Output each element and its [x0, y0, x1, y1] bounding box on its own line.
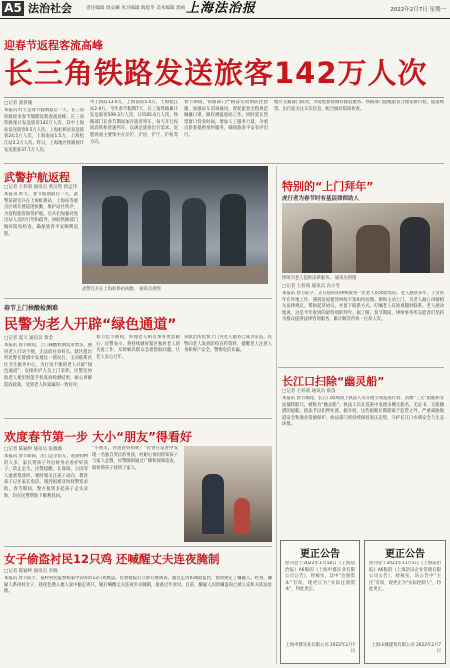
byline-name: 翟梦溪 — [18, 101, 33, 106]
wujing-headline: 武警护航返程 — [4, 171, 70, 184]
lead-kicker: 迎春节返程客流高峰 — [4, 39, 103, 52]
bridge-headline: 长江口扫除“幽灵船” — [282, 375, 385, 388]
lawyer-body: 本报讯 春节前夕，正在值班的律师接到一位老人的求助电话。老人独居多年，子女常年在外地工作，遇到房屋租赁纠纷不知如何处理。律师主动上门，为老人耐心讲解相关法律规定，帮助起草协议，并留下联系方式，叮嘱老人有困难随时联系。老人感动地说，这是今年收到的最特别的拜年。据了解，春节期间，律师事务所志愿者们坚持为群众提供法律咨询服务，累计解答咨询一百余人次。 — [282, 291, 444, 323]
lead-headline: 长三角铁路发送旅客142万人次 — [4, 56, 428, 90]
wujing-photo — [82, 166, 268, 284]
theft-body: 本报讯 春节前夕，某村村民报警称家中饲养的12只鸡被盗。民警接报后立即开展调查，通过走访和调取监控，很快锁定了嫌疑人。经查，嫌疑人系同村女子，趁夜色潜入他人家中偷走鸡只，随后喊醒丈夫连夜宰杀腌制，准备过年食用。目前，嫌疑人因涉嫌盗窃已被公安机关依法处理。 — [4, 576, 272, 595]
page-code: A5 — [2, 1, 24, 16]
theft-byline: □记者 陈颖婷 通讯员 李晓 — [4, 569, 58, 574]
lawyer-subhead: 虎行者为春节时有基层律师助人 — [282, 196, 360, 202]
bridge-body: 本报讯 春节期间，长江口海域海上执法人员开展专项巡查行动，清理“三无”船舶和非法捕捞船只，被称为“幽灵船”。执法人员在巡查中发现多艘无船名、无证书、无船籍港的船舶，依法予以扣押处置。据介绍，这些船舶长期游离于监管之外，严重威胁航道安全和渔业资源保护，执法部门将持续保持高压态势，守护长江口水域安全与生态环境。 — [282, 396, 444, 428]
masthead — [0, 0, 450, 19]
theft-headline: 女子偷盗衬民12只鸡 还喊醒丈夫连夜腌制 — [4, 552, 220, 566]
friend-byline: □记者 陈颖婷 通讯员 张薇薇 — [4, 447, 63, 452]
lead-body-col2: 中上海站13.0万，上海南站5.0万，上海松江站2.9万。今年春节假期7天，长三角铁路累计发送旅客599.3万人次，日均85.6万人次。铁路部门在春节期间加开旅客列车，每天开行夜间高铁和普速列车，以满足旅客出行需求。返程客流主要集中在京沪、沪昆、沪宁、沪杭等方向。 — [90, 100, 178, 145]
lawyer-headline: 特别的“上门拜年” — [282, 180, 374, 193]
editors-line: 责任编辑 周安澜 见习编辑 陶思冬 美术编辑 郭祯 — [86, 6, 186, 11]
byline-tag: □记者 — [4, 101, 18, 106]
elderly-kicker: 春节上门核酸检测难 — [4, 305, 59, 312]
correction-title: 更正公告 — [300, 549, 340, 560]
elderly-body: 本报讯 春节期间，上门核酸检测需求增多，独居老人行动不便，无法前往采样点。辖区派出所民警在排摸中发现这一情况后，主动联系社区卫生服务中心，为行动不便的老人开辟“绿色通道”，安排医护人员上门采样。民警还协助老人使用智能手机查询检测结果，耐心讲解防疫政策，受到老人和家属的一致好评。 — [4, 343, 92, 388]
correction-footer: 上海申郡实业有限公司 2022年2月7日 — [285, 643, 355, 654]
correction-notice-2 — [364, 540, 446, 664]
lawyer-photo — [282, 203, 444, 273]
wujing-caption: 武警官兵在上海虹桥站执勤。 通讯员供图 — [82, 287, 161, 292]
newspaper-logo: 上海法治报 — [186, 1, 257, 16]
friend-body: 本报讯 春节期间，出门走亲访友、逛街购物的人多，家长带孩子外出时务必看护好孩子，防止走失。民警提醒，在商场、公园等人流密集场所，要时刻关注孩子动向，教育孩子记住家长电话，遇到困难及时找警察求助。春节期间，警方接到多起孩子走失求助，均在民警帮助下顺利找回。 — [4, 454, 88, 499]
lawyer-byline: □记者 王梓萌 通讯员 冯小冬 — [282, 284, 341, 289]
lead-byline — [4, 100, 32, 106]
correction-notice-1 — [280, 540, 360, 664]
lead-body-col3: 春节期间，铁路部门严格落实疫情防控措施，加强站车消毒通风，督促旅客全程规范佩戴口罩，做好测温验码工作。同时延长售票窗口营业时间，增加人工服务力量，为重点旅客提供预约服务，确保旅客平安有序出行。 — [184, 100, 268, 138]
friend-quote: “小朋友，你爸爸妈妈呢？”民警在巡逻中发现一名独自哭泣的男孩，经耐心询问得知孩子与家人走散，民警随即通过广播和视频巡查，很快帮孩子找到了家人。 — [92, 446, 178, 471]
section-name: 法治社会 — [28, 2, 72, 15]
friend-headline: 欢度春节第一步 大小“朋友”得看好 — [4, 430, 192, 444]
elderly-body-2: 春节佳节期间，办理老人相关事务更需耐心。民警表示，将持续做好辖区独居老人的关爱工作，及时解决群众急难愁盼问题，让老人安心过年。 — [96, 335, 180, 360]
correction-title: 更正公告 — [385, 549, 425, 560]
elderly-byline: □记者 夏天 通讯员 黄金 — [4, 336, 54, 341]
bridge-byline: □记者 王梓萌 通讯员 蔡苗 — [282, 389, 336, 394]
lead-body-col4: 地方交通部门联动，为返程旅客做好接驳服务。铁路部门提醒旅客合理安排行程，提前购票，出行前关注车次信息，配合做好防疫检查。 — [274, 100, 444, 112]
lead-body-col1: 本报讯 昨天是春节假期最后一天，长三角铁路迎来春节假期返程客流高峰，长三角铁路预计发送旅客142万人次，其中上海站发送旅客9.5万人次，上海虹桥站发送旅客24.5万人次，上海南站1.5万，上海松江站2.2万人次。昨日，上海地区铁路预计发送旅客37.7万人次。 — [4, 108, 84, 153]
correction-body: 原刊登于2021年11月5日《上海法治报》A6版的《上海浩田企业管理有限公司公告》，经核实，该公告中“主任”有误，现更正为“实际控制人”，特此更正。 — [369, 561, 441, 593]
elderly-body-3: 该派出所民警上门为老人服务已成为常态。民警向老人发放防疫宣传资料，提醒老人注意人身和财产安全，警惕电信诈骗。 — [184, 335, 272, 354]
friend-photo — [184, 446, 272, 542]
issue-date: 2022年2月7日 星期一 — [390, 7, 446, 13]
lawyer-caption: 律师为老人提供法律服务。 通讯员供图 — [282, 276, 357, 281]
wujing-byline: □记者 王梓萌 通讯员 黄汉然 郭孟伟 — [4, 185, 77, 190]
elderly-headline: 民警为老人开辟“绿色通道” — [4, 317, 177, 333]
wujing-body: 本报讯 昨天，春节假期最后一天，武警某部官兵在上海虹桥站、上海站等重点区域开展巡逻执勤，维护站区秩序，为返程旅客保驾护航。官兵们加强对进出站人员的引导和疏导，协助铁路部门做好防疫检查，确保旅客平安顺利返程。 — [4, 192, 78, 237]
correction-body: 原刊登于2022年1月18日《上海法治报》A6版的《上海申郡实业有限公司公告》，经核实，其中“注册资本”有误，现更正为“实际注册资本”，特此更正。 — [285, 561, 355, 593]
correction-footer: 上海宋城建筑有限公司 2022年2月7日 — [371, 643, 441, 654]
